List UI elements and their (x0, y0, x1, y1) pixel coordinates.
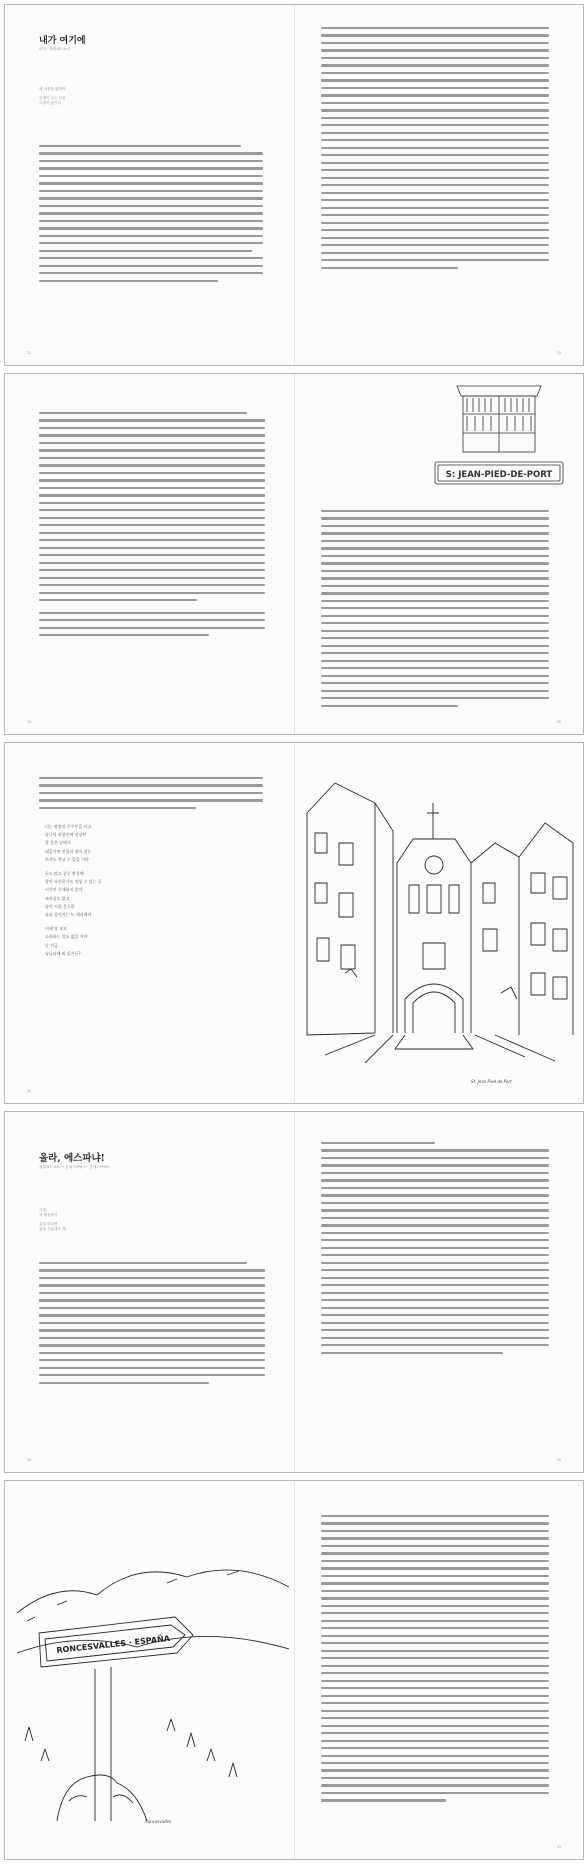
book-spread-4 (4, 1111, 584, 1473)
page-number-right: 31 (556, 1845, 561, 1849)
poem-line: 너는 팔랑라 우주인을 타고 (45, 824, 92, 829)
poem-line: 난 지금 ... (45, 942, 63, 948)
page-number-left: 24 (27, 720, 32, 724)
gutter (294, 1112, 295, 1472)
page-number-left: 22 (27, 351, 32, 355)
poem-line: 낭나라에 와 있거든? (45, 950, 81, 956)
poem-line: 조바심도 없고 (45, 895, 70, 901)
right-body-text (321, 1515, 549, 1807)
left-body-text (39, 1262, 265, 1389)
poem-line: 돈도 많고 공중 환경에 (45, 871, 84, 877)
subtitle-line: 인생이 주는 선물 (39, 96, 66, 100)
subtitle-line: 그때 (39, 1208, 46, 1212)
gutter (294, 1481, 295, 1859)
sketch-caption: St. Jean Pied de Port (471, 1079, 512, 1084)
page-number-right: 29 (556, 1458, 561, 1462)
gutter (294, 743, 295, 1103)
sign-text: RONCESVALLES · ESPAÑA (55, 1634, 171, 1655)
poem-line: 날이 시킬 몽스한 (45, 903, 75, 909)
left-body-text (39, 777, 263, 814)
page-number-left: 28 (27, 1458, 32, 1462)
poem-line: 이제 당 모모 (45, 926, 67, 932)
chapter-title: 내가 여기에 (39, 36, 86, 46)
chapter-author: 생장피드포르 → 론세스바예스 · 론세스바예스 (39, 1165, 111, 1169)
chapter-subtitle (39, 87, 66, 106)
subtitle-line: 세 마음을 위하여 (39, 87, 66, 91)
gutter (294, 374, 295, 734)
subtitle-line: 길을 떠나면 (39, 1222, 58, 1226)
poem-line: 날나라 관광인에 당장된 (45, 832, 87, 838)
poem-line: 토끼도 만날 수 있을 거야 (45, 856, 89, 862)
page-number-right: 25 (556, 720, 561, 724)
left-body-text (39, 412, 265, 642)
poem-line: 술술 풀어지는 드 세퍼레이 (45, 912, 92, 918)
signpost-sketch (17, 1521, 289, 1821)
left-body-text (39, 145, 263, 287)
subtitle-line: 삶을 기분대로 제 (39, 1227, 66, 1231)
page-number-right: 23 (556, 351, 561, 355)
book-spread-1 (4, 4, 584, 366)
poem-line: 소원하는 일도 없을 거야 (45, 934, 88, 940)
gutter (294, 5, 295, 365)
subtitle-line: 새 냉동물기 (39, 1213, 58, 1217)
poem-line: 잘 좋은 날에서 (45, 840, 71, 846)
chapter-title: 올라, 에스파냐! (39, 1153, 105, 1164)
right-body-text (321, 1142, 549, 1359)
sketch-caption: Roncesvalles (145, 1819, 172, 1824)
book-spread-2 (4, 373, 584, 735)
window-sign-sketch (429, 382, 569, 492)
book-spread-3 (4, 742, 584, 1104)
chapter-author: 미미 · 생장피드포르 (39, 47, 71, 51)
poem-line: 할아 파산하기도 건넣 수 있는 곳 (45, 879, 102, 885)
right-body-text (321, 510, 549, 712)
poem-line: 시간이 존재하지 않아 (45, 887, 83, 893)
page-number-left: 26 (27, 1089, 32, 1093)
subtitle-line: 그것이 삶이다 (39, 101, 61, 105)
town-gate-sketch (305, 773, 575, 1073)
right-body-text (321, 27, 549, 274)
poem (45, 823, 102, 958)
sign-text: S: JEAN-PIED-DE-PORT (445, 470, 553, 480)
chapter-subtitle (39, 1208, 66, 1232)
poem-line: 네일이면 전철의 망아 찾는 (45, 848, 92, 854)
book-spread-5 (4, 1480, 584, 1860)
